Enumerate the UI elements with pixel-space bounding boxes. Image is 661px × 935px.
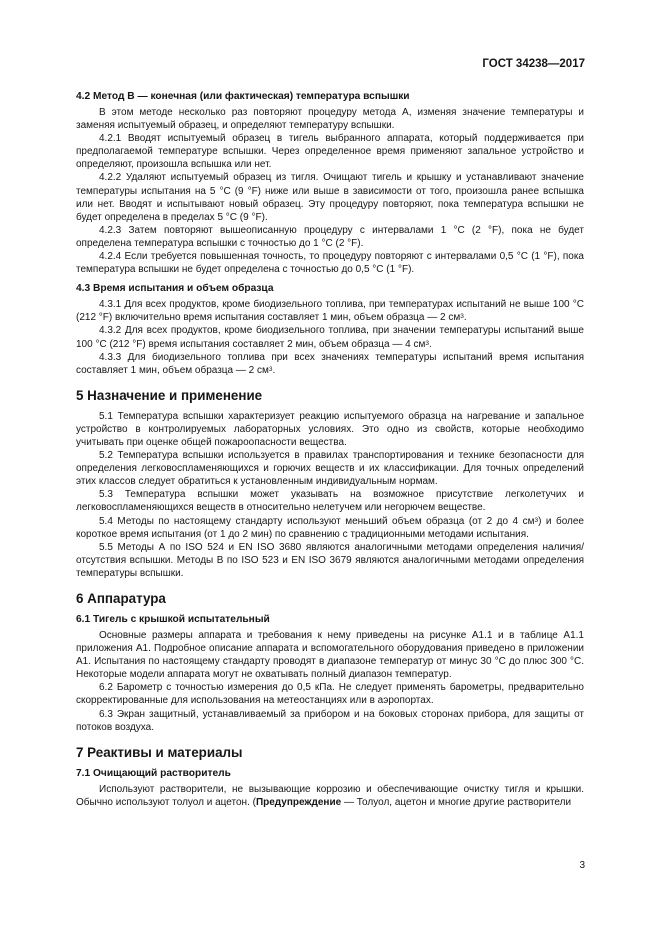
section-5-title: 5 Назначение и применение — [76, 387, 263, 403]
section-4-3-2-text: 4.3.2 Для всех продуктов, кроме биодизельного топлива, при значении температуры испытаний выше 100 °С (212 °F) время испытания составляет 2 мин, объем образца — 4 см — [76, 325, 584, 350]
document-body — [76, 90, 584, 809]
section-5-1: 5.1 Температура вспышки характеризует реакцию испытуемого образца на нагревание и запальное устройство в контролируемых лабораторных условиях. Это одно из свойств, которые необходимо учитывать при оценке общей пожароопасности вещества. — [76, 410, 584, 448]
section-7-1-title: 7.1 Очищающий растворитель — [76, 767, 231, 779]
section-4-2-3: 4.2.3 Затем повторяют вышеописанную процедуру с интервалами 1 °С (2 °F), пока не будет определена температура вспышки с точностью до 1 °С (2 °F). — [76, 224, 584, 249]
period: . — [272, 364, 276, 376]
section-4-3-title: 4.3 Время испытания и объем образца — [76, 283, 274, 295]
section-4-3-3 — [76, 351, 584, 377]
superscript-3: 3 — [425, 339, 429, 347]
section-7-1-text-a: Используют растворители, не вызывающие коррозию и обеспечивающие очистку тигля и крышки. Обычно используют толуол и ацетон. ( — [76, 783, 584, 808]
section-4-2-title: 4.2 Метод B — конечная (или фактическая) температура вспышки — [76, 91, 410, 102]
section-6-1-title: 6.1 Тигель с крышкой испытательный — [76, 614, 270, 625]
section-7-1-text-b: — Толуол, ацетон и многие другие растворители — [341, 796, 572, 808]
section-5-5: 5.5 Методы А по ISO 524 и EN ISO 3680 являются аналогичными методами определения наличия/отсутствия вспышки. Методы В по ISO 523 и EN ISO 3679 являются аналогичными методами определения температуры вспышки. — [76, 541, 584, 579]
section-6-title: 6 Аппаратура — [76, 591, 166, 606]
period: . — [463, 312, 467, 324]
section-4-3-2 — [76, 324, 584, 350]
standard-number: ГОСТ 34238—2017 — [482, 58, 585, 70]
section-4-3-1 — [76, 298, 584, 324]
superscript-3: 3 — [268, 365, 273, 373]
section-4-2-p1: В этом методе несколько раз повторяют процедуру метода А, изменяя значение температуры и заменяя испытуемый образец, и определяют температуру вспышки. — [76, 107, 584, 132]
section-5-4-text-a: 5.4 Методы по настоящему стандарту используют меньший объем образца (от 2 до 4 см — [99, 515, 535, 527]
section-6-2: 6.2 Барометр с точностью измерения до 0,5 кПа. Не следует применять барометры, предварительно скорректированные для использования на метеостанциях или в аэропортах. — [76, 682, 584, 707]
period: . — [429, 338, 432, 350]
section-7-title: 7 Реактивы и материалы — [76, 744, 243, 760]
section-4-2-2: 4.2.2 Удаляют испытуемый образец из тигля. Очищают тигель и крышку и устанавливают значение температуры испытания на 5 °С (9 °F) ниже или выше в зависимости от того, произошла ранее вспышка или нет. Вводят и испытывают новый образец. Эту процедуру повторяют, пока температура вспышки не будет определена в пределах 5 °С (9 °F). — [76, 172, 584, 223]
section-5-4-text-b: ) и более короткое время испытания (от 1 до 2 мин) по сравнению с традиционными методами испытания. — [76, 515, 584, 540]
section-7-1-p1 — [76, 783, 584, 809]
page-number: 3 — [579, 860, 585, 871]
section-4-3-1-text: 4.3.1 Для всех продуктов, кроме биодизельного топлива, при температурах испытаний не выше 100 °С (212 °F) включительно время испытания составляет 1 мин, объем образца — 2 см — [76, 299, 584, 324]
section-5-4 — [76, 515, 584, 541]
section-4-2-4: 4.2.4 Если требуется повышенная точность, то процедуру повторяют с интервалами 0,5 °С (1 °F), пока температура вспышки не будет определена с точностью до 0,5 °С (1 °F). — [76, 251, 584, 276]
section-6-1-p1: Основные размеры аппарата и требования к нему приведены на рисунке А1.1 и в таблице А1.1 приложения А1. Подробное описание аппарата и вспомогательного оборудования приведено в приложении А1. Испытания по настоящему стандарту проводят в диапазоне температур от минус 30 °С до плюс 300 °С. Некоторые модели аппарата могут не охватывать полный диапазон температур. — [76, 630, 584, 681]
section-4-3-3-text: 4.3.3 Для биодизельного топлива при всех значениях температуры испытаний время испытания составляет 1 мин, объем образца — 2 см — [76, 351, 584, 376]
superscript-3: 3 — [534, 516, 539, 524]
section-5-3: 5.3 Температура вспышки может указывать на возможное присутствие легколетучих и легковоспламеняющихся веществ в относительно нелетучем или негорючем веществе. — [76, 489, 584, 514]
section-4-2-1: 4.2.1 Вводят испытуемый образец в тигель выбранного аппарата, который поддерживается при предполагаемой температуре вспышки. Через определенное время применяют запальное устройство и определяют, произошла вспышка или нет. — [76, 133, 584, 171]
section-5-2: 5.2 Температура вспышки используется в правилах транспортирования и технике безопасности для определения легковоспламеняющихся и горючих веществ и их классификации. Для точных определений этих классов следует обратиться к установленным индивидуальным нормам. — [76, 450, 584, 488]
superscript-3: 3 — [460, 313, 464, 321]
warning-label: Предупреждение — [255, 796, 342, 808]
section-6-3: 6.3 Экран защитный, устанавливаемый за прибором и на боковых сторонах прибора, для защиты от потоков воздуха. — [76, 708, 584, 733]
